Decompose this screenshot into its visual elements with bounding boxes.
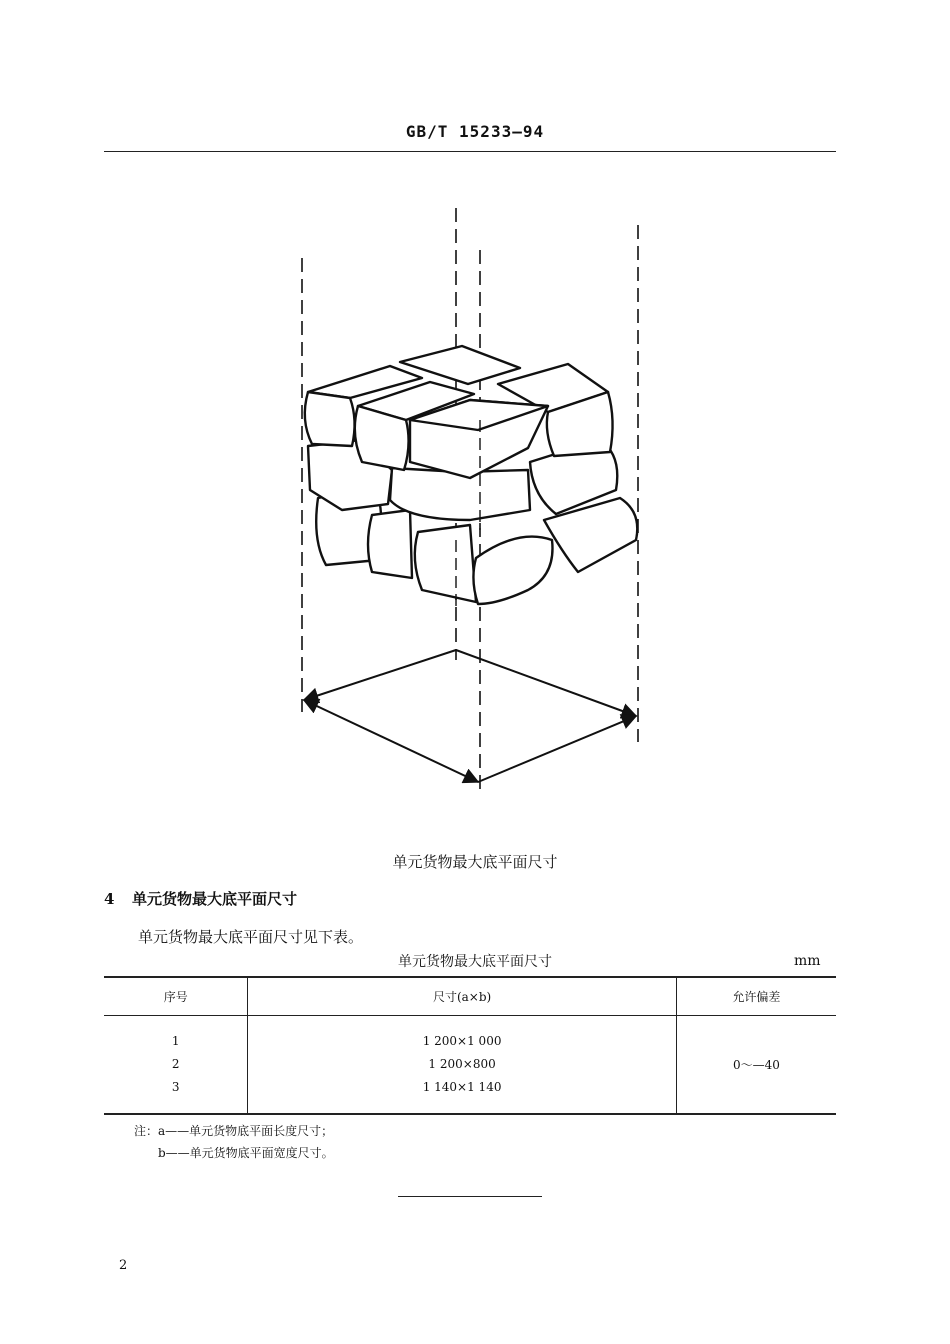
dimension-lines	[304, 650, 636, 782]
standard-code: GB/T 15233—94	[405, 122, 545, 141]
row-size: 1 200×800	[428, 1056, 496, 1071]
unit-load-figure	[290, 200, 660, 810]
row-size: 1 200×1 000	[422, 1033, 502, 1048]
dimension-table	[104, 976, 836, 1115]
header-tolerance: 允许偏差	[676, 977, 836, 1015]
table-title: 单元货物最大底平面尺寸	[398, 954, 552, 970]
section-heading	[104, 888, 297, 909]
note-a: 注：a——单元货物底平面长度尺寸；	[134, 1124, 334, 1138]
note-b: b——单元货物底平面宽度尺寸。	[158, 1146, 334, 1160]
row-no: 3	[171, 1079, 180, 1094]
header-serial: 序号	[104, 977, 248, 1015]
section-text: 单元货物最大底平面尺寸见下表。	[138, 928, 364, 946]
tolerance-value: 0～—40	[676, 1015, 836, 1114]
header-rule	[104, 151, 836, 152]
stacked-cartons	[305, 346, 637, 604]
row-no: 2	[171, 1056, 180, 1071]
table-unit: mm	[794, 953, 821, 969]
row-size: 1 140×1 140	[422, 1079, 502, 1094]
figure-caption: 单元货物最大底平面尺寸	[392, 853, 558, 871]
header-size: 尺寸(a×b)	[248, 977, 676, 1015]
table-row	[104, 1015, 836, 1114]
section-number: 4	[104, 890, 115, 908]
page-number: 2	[119, 1258, 128, 1273]
row-no: 1	[171, 1033, 180, 1048]
footer-rule	[398, 1196, 542, 1197]
section-title: 单元货物最大底平面尺寸	[132, 890, 298, 908]
